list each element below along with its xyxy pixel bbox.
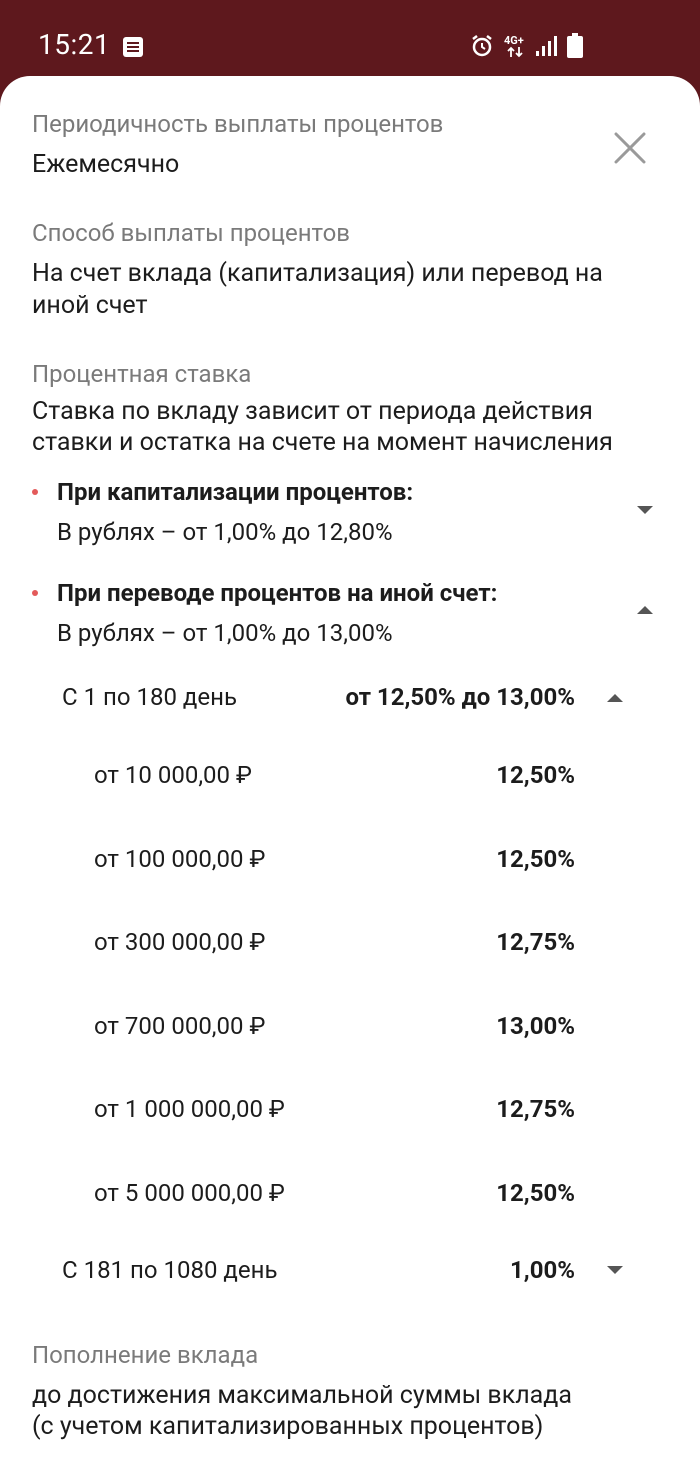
transfer-range: В рублях – от 1,00% до 13,00% [57,619,393,647]
tier-amount: от 5 000 000,00 ₽ [94,1179,285,1207]
bullet-icon [32,590,38,596]
transfer-title[interactable]: При переводе процентов на иной счет: [57,579,498,607]
period1-range: от 12,50% до 13,00% [345,683,575,711]
rate-desc-line2: ставки и остатка на счете на момент начисления [32,428,613,457]
notification-icon [122,36,144,58]
replenishment-value-line2: (с учетом капитализированных процентов) [32,1412,544,1441]
tier-rate: 13,00% [496,1012,575,1040]
signal-icon [535,34,559,58]
chevron-up-icon[interactable] [637,606,653,614]
alarm-icon [470,34,494,58]
status-time: 15:21 [38,28,111,61]
tier-amount: от 700 000,00 ₽ [94,1012,266,1040]
close-icon[interactable] [612,130,648,166]
tier-rate: 12,75% [496,1095,575,1123]
period1-label[interactable]: С 1 по 180 день [62,683,238,711]
period2-rate: 1,00% [510,1256,575,1284]
rate-desc-line1: Ставка по вкладу зависит от периода действия [32,397,593,426]
chevron-up-icon[interactable] [607,694,623,702]
tier-rate: 12,50% [496,1179,575,1207]
period2-label[interactable]: С 181 по 1080 день [62,1256,278,1284]
replenishment-label: Пополнение вклада [32,1341,259,1369]
replenishment-value-line1: до достижения максимальной суммы вклада [32,1381,572,1410]
method-label: Способ выплаты процентов [32,219,350,247]
capitalization-title[interactable]: При капитализации процентов: [57,478,414,506]
network-type-icon: 4G+ [504,34,524,47]
battery-icon [566,33,584,59]
tier-amount: от 1 000 000,00 ₽ [94,1095,285,1123]
tier-amount: от 300 000,00 ₽ [94,928,266,956]
method-value-line1: На счет вклада (капитализация) или перевод на [32,259,603,288]
method-value-line2: иной счет [32,291,148,320]
frequency-label: Периодичность выплаты процентов [32,110,444,138]
tier-rate: 12,50% [496,845,575,873]
frequency-value: Ежемесячно [32,150,180,179]
tier-amount: от 100 000,00 ₽ [94,845,266,873]
bullet-icon [32,489,38,495]
chevron-down-icon[interactable] [637,506,653,514]
rate-label: Процентная ставка [32,360,252,388]
tier-rate: 12,75% [496,928,575,956]
tier-amount: от 10 000,00 ₽ [94,761,252,789]
tier-rate: 12,50% [496,761,575,789]
data-arrows-icon [507,46,525,58]
chevron-down-icon[interactable] [607,1266,623,1274]
capitalization-range: В рублях – от 1,00% до 12,80% [57,518,393,546]
